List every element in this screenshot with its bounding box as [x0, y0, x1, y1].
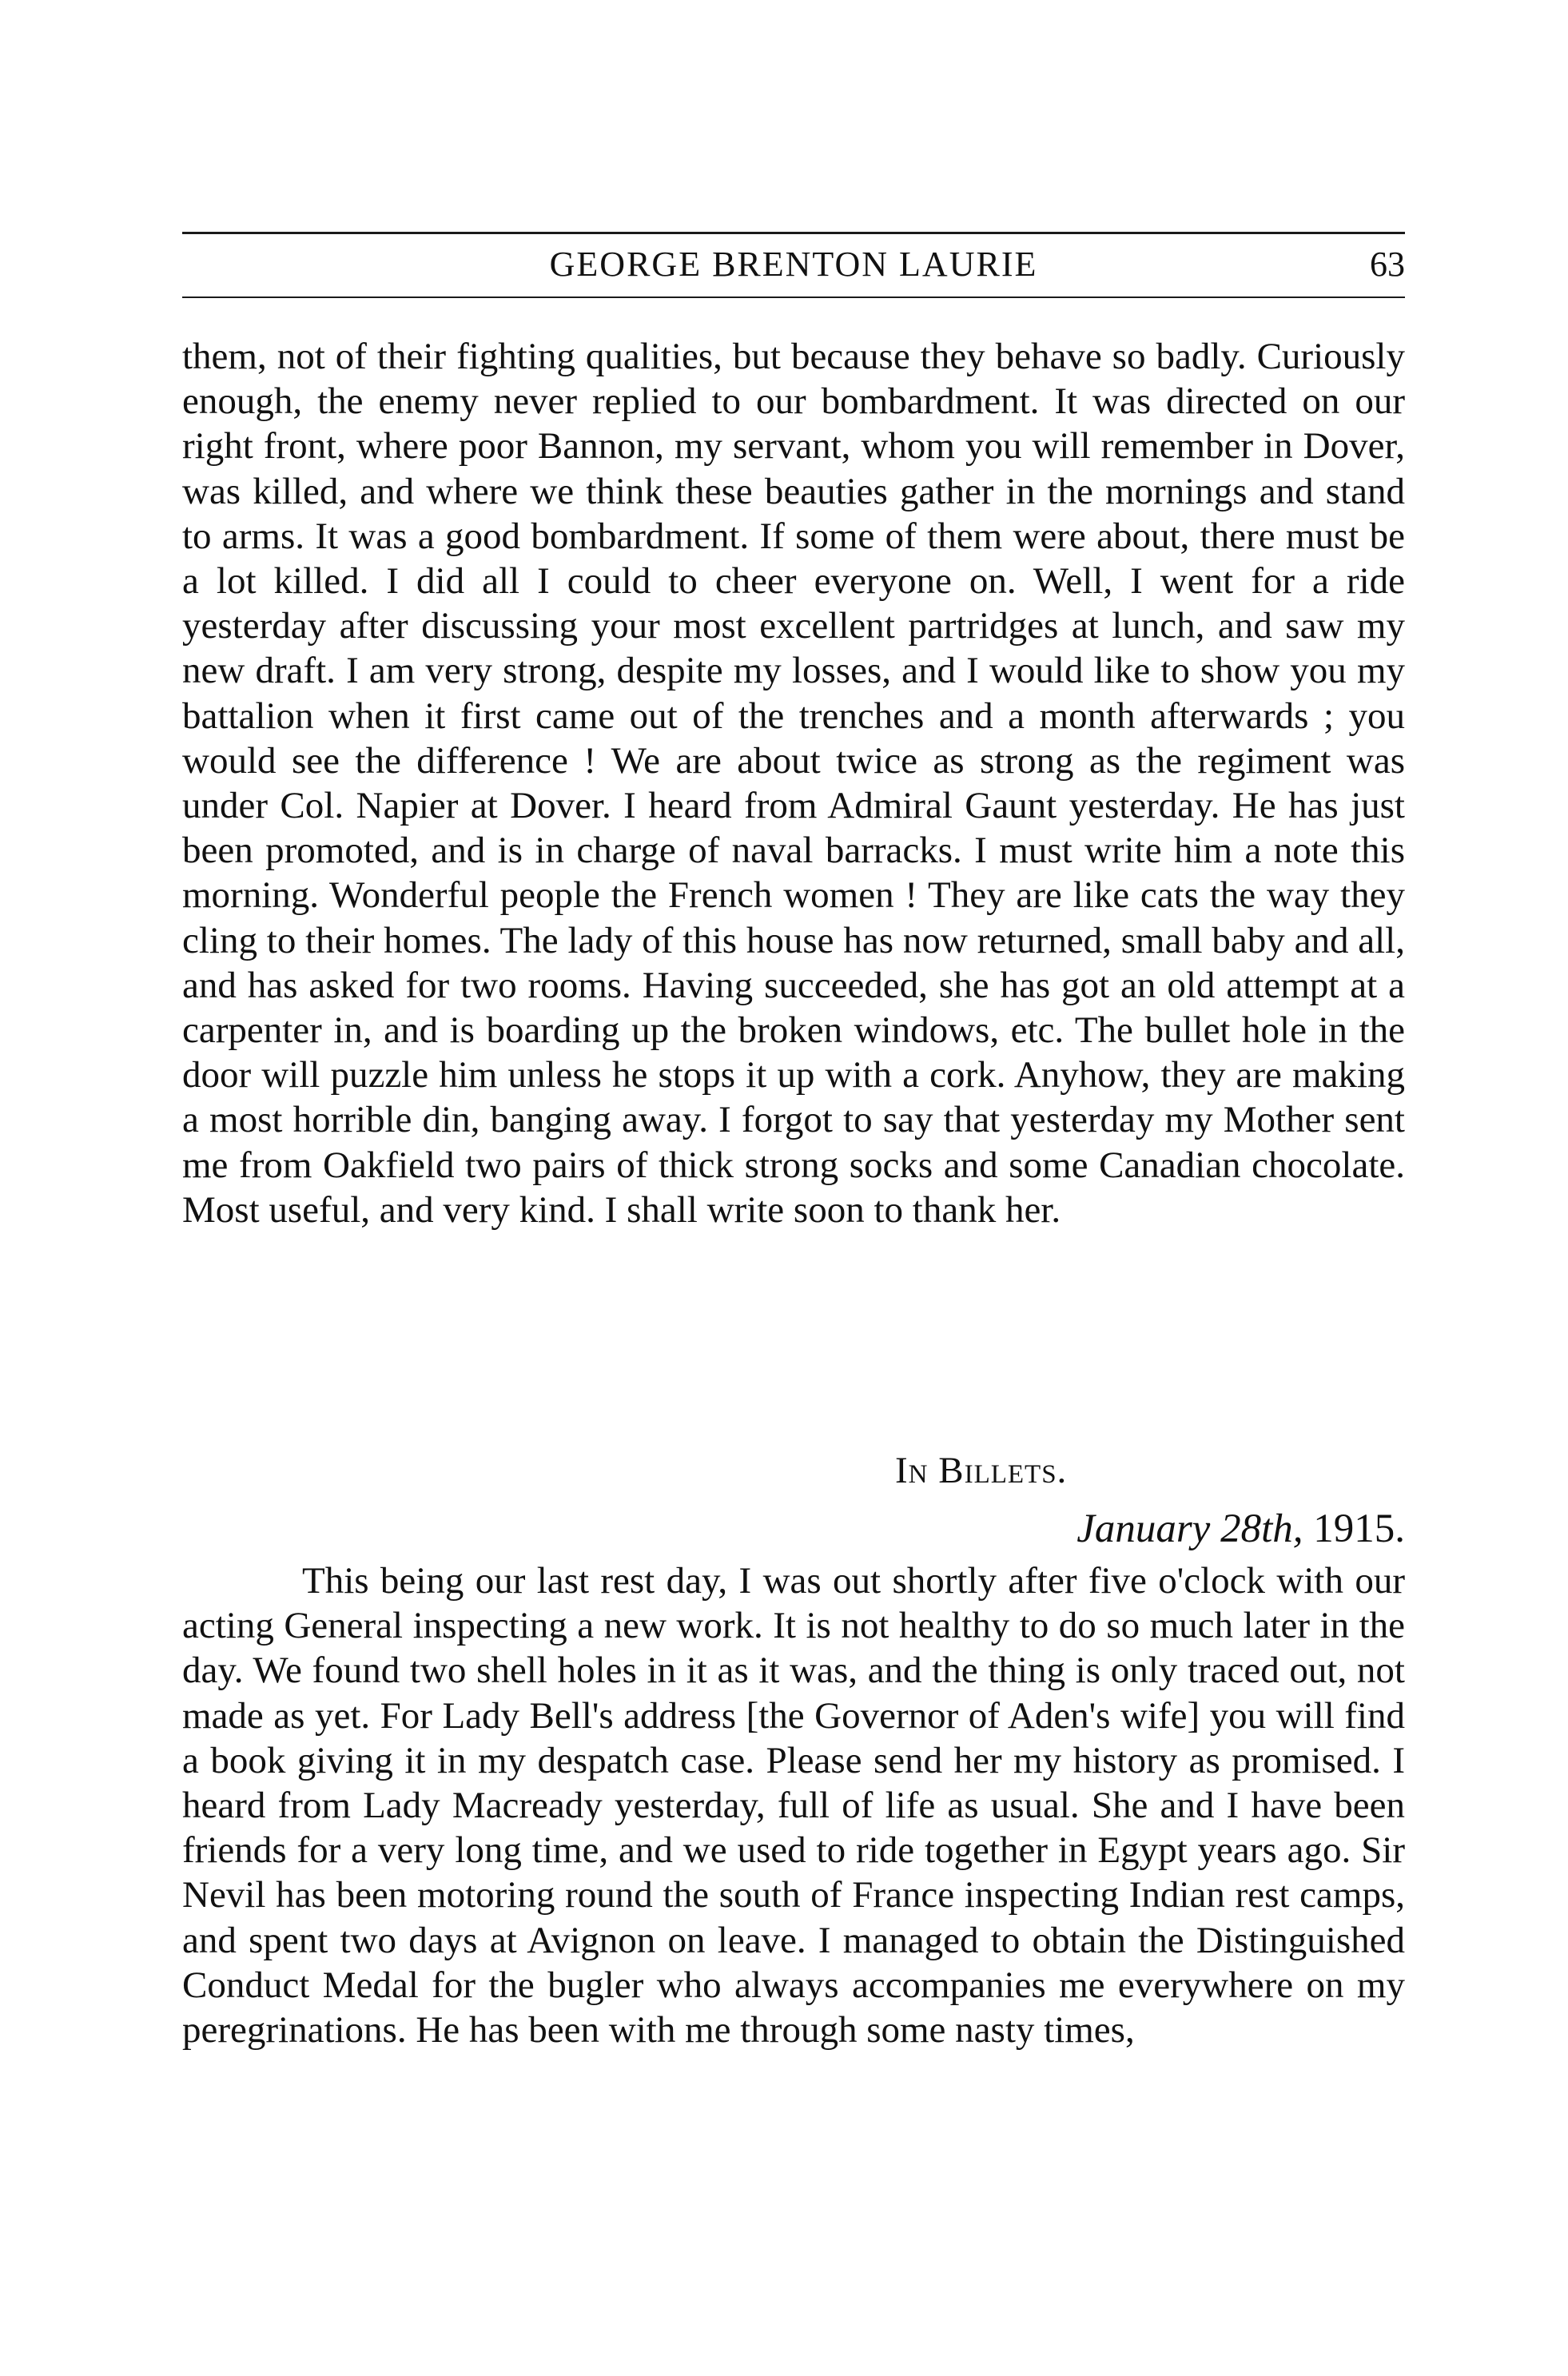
- body-paragraph-2: [182, 1558, 1405, 2052]
- dateline: [1077, 1505, 1405, 1553]
- running-title: GEORGE BRENTON LAURIE: [549, 245, 1038, 284]
- dateline-year: 1915.: [1313, 1506, 1405, 1551]
- header-rule-top: [182, 232, 1405, 234]
- section-heading-text: In Billets.: [895, 1450, 1068, 1491]
- body-paragraph-1: [182, 334, 1405, 1232]
- section-heading: [895, 1447, 1067, 1494]
- header-rule-bottom: [182, 297, 1405, 298]
- running-head: [182, 240, 1405, 289]
- dateline-month-day: January 28th,: [1077, 1506, 1303, 1551]
- page-number: 63: [1370, 245, 1405, 284]
- paragraph-text: This being our last rest day, I was out shortly after five o'clock with our acting General inspecting a new work. It is not healthy to do so much later in the day. We found two shell holes in it as it was, and the thing is only traced out, not made as yet. For Lady Bell's address [the Governor of Aden's wife] you will find a book giving it in my despatch case. Please send her my history as promised. I heard from Lady Macready yesterday, full of life as usual. She and I have been friends for a very long time, and we used to ride together in Egypt years ago. Sir Nevil has been motoring round the south of France inspecting Indian rest camps, and spent two days at Avignon on leave. I managed to obtain the Distinguished Conduct Medal for the bugler who always accompanies me everywhere on my peregrinations. He has been with me through some nasty times,: [182, 1560, 1405, 2052]
- paragraph-text: them, not of their fighting qualities, but because they behave so badly. Curiously enough, the enemy never replied to our bombardment. It was directed on our right front, where poor Bannon, my servant, whom you will remember in Dover, was killed, and where we think these beauties gather in the mornings and stand to arms. It was a good bombardment. If some of them were about, there must be a lot killed. I did all I could to cheer everyone on. Well, I went for a ride yesterday after discussing your most excellent partridges at lunch, and saw my new draft. I am very strong, despite my losses, and I would like to show you my battalion when it first came out of the trenches and a month afterwards ; you would see the difference ! We are about twice as strong as the regiment was under Col. Napier at Dover. I heard from Admiral Gaunt yesterday. He has just been promoted, and is in charge of naval barracks. I must write him a note this morning. Wonderful people the French women ! They are like cats the way they cling to their homes. The lady of this house has now returned, small baby and all, and has asked for two rooms. Having succeeded, she has got an old attempt at a carpenter in, and is boarding up the broken windows, etc. The bullet hole in the door will puzzle him unless he stops it up with a cork. Anyhow, they are making a most horrible din, banging away. I forgot to say that yesterday my Mother sent me from Oakfield two pairs of thick strong socks and some Canadian chocolate. Most useful, and very kind. I shall write soon to thank her.: [182, 336, 1405, 1231]
